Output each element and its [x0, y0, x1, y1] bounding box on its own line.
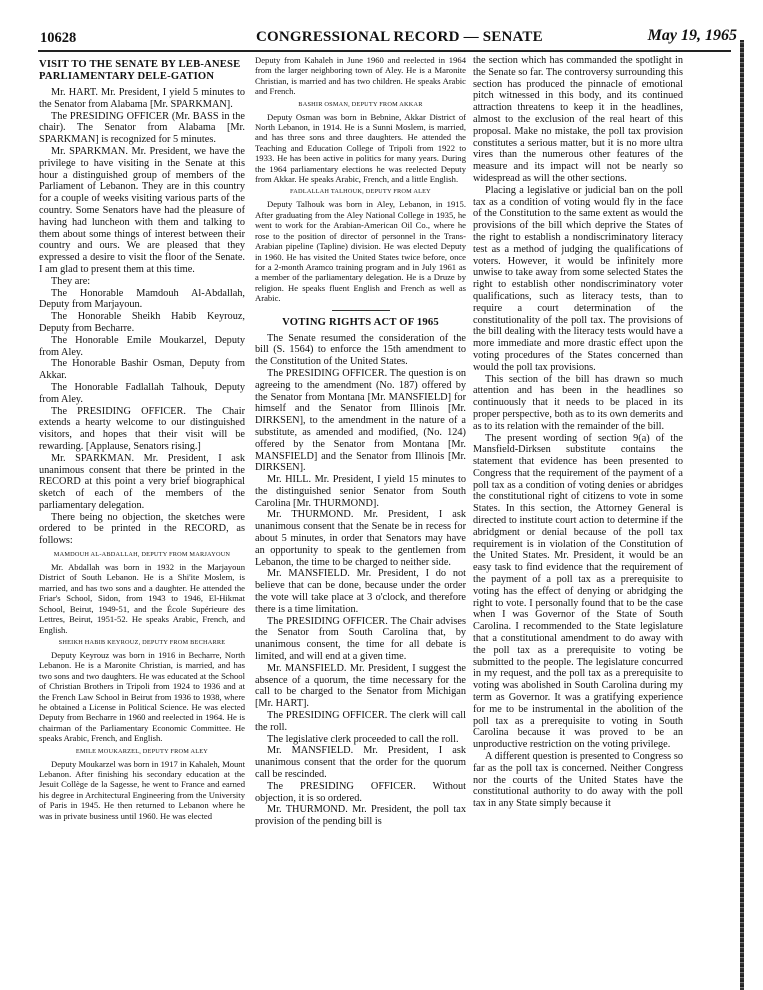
- page-date: May 19, 1965: [647, 27, 737, 44]
- paragraph: Mr. HART. Mr. President, I yield 5 minutes to the Senator from Alabama [Mr. SPARKMAN].: [39, 87, 245, 110]
- paragraph: Deputy Osman was born in Bebnine, Akkar District of North Lebanon, in 1914. He is a Sunni Moslem, is married, and has three sons and three daughters. He attended the Teaching and Education College of Tripoli from 1922 to 1933. He has been active in politics for many years. During the 1964 parliamentary elections he was reelected Deputy from Akkar. He speaks Arabic, French, and a little English.: [255, 111, 466, 185]
- paragraph: Mr. SPARKMAN. Mr. President, I ask unanimous consent that there be printed in the RECORD at this point a very brief biographical sketch of each of the members of the parliamentary delegation.: [39, 452, 245, 511]
- subheading: BASHIR OSMAN, DEPUTY FROM AKKAR: [298, 100, 423, 108]
- paragraph: The PRESIDING OFFICER. Without objection, it is so ordered.: [255, 780, 466, 804]
- page-header: [30, 20, 735, 50]
- paragraph: The Senate resumed the consideration of the bill (S. 1564) to enforce the 15th amendment to the Constitution of the United States.: [255, 332, 466, 368]
- column-1: [39, 55, 245, 985]
- subheading: SHEIKH HABIB KEYROUZ, DEPUTY FROM BECHARRE: [58, 638, 226, 646]
- paragraph: Deputy Moukarzel was born in 1917 in Kahaleh, Mount Lebanon. After finishing his secondary education at the Jesuit Collège de la Sagesse, he went to France and earned his degree in Architectural Engineering from the University of Paris in 1945. He then returned to Lebanon where he was in private business until 1960. He was elected: [39, 758, 245, 821]
- paragraph: They are:: [51, 275, 91, 287]
- paragraph: Mr. MANSFIELD. Mr. President, I do not believe that can be done, because under the order the vote will take place at 3 o'clock, and therefore there is a time limitation.: [255, 568, 466, 615]
- paragraph: Mr. THURMOND. Mr. President, the poll tax provision of the pending bill is: [255, 804, 466, 828]
- subheading: MAMDOUH AL-ABDALLAH, DEPUTY FROM MARJAYOUN: [53, 551, 231, 559]
- column-2: [255, 55, 466, 985]
- paragraph: Mr. SPARKMAN. Mr. President, we have the privilege to have visiting in the Senate at this hour a distinguished group of members of the Parliament of Lebanon. They are in this country for a couple of weeks visiting various parts of the country. Some Senators have had the pleasure of having had luncheon with them and talking to them about some things of interest between their country and ours. We are pleased that they expressed a desire to visit the floor of the Senate. I am glad to present them at this time.: [39, 145, 245, 275]
- paragraph: Mr. HILL. Mr. President, I yield 15 minutes to the distinguished senior Senator from South Carolina [Mr. THURMOND].: [255, 474, 466, 509]
- paragraph: Mr. Abdallah was born in 1932 in the Marjayoun District of South Lebanon. He is a Shi'ite Moslem, is married, and has two sons and a daughter. He attended the Friar's School, Sidon, from 1943 to 1946, El-Hikmat School, Beirut, 1949-51, and the École Supérieure des Lettres, Beirut, 1951-52. He speaks Arabic, French, and English.: [39, 562, 245, 635]
- paragraph: Placing a legislative or judicial ban on the poll tax as a condition of voting would fly in the face of the Constitution to the same extent as would the provisions of the bill which deprive the States of the right to establish a nondiscriminatory literacy test as a method of judging the qualifications of voters. However, it would be infinitely more unwise to take away from some selected States the right to establish other nondiscriminatory voter qualifications, such as literacy tests, than to require a court determination of the constitutionality of the poll tax. The provisions of the bill dealing with the literacy tests would have a more immediate and more drastic effect upon the voting procedures of the States concerned than would the poll tax provisions.: [473, 184, 683, 373]
- subheading: EMILE MOUKARZEL, DEPUTY FROM ALEY: [75, 747, 209, 755]
- paragraph: The Honorable Bashir Osman, Deputy from Akkar.: [39, 358, 245, 382]
- paragraph: Deputy Talhouk was born in Aley, Lebanon, in 1915. After graduating from the Aley National College in 1935, he went to work for the Arabian-American Oil Co., where he rose to the position of director of personnel in the Trans-Arabian pipeline (Tapline) division. He was elected Deputy in 1960. He has visited the United States twice before, once for a 2-month Aramco training program and in July 1961 as a member of the parliamentary delegation. He is a Druze by religion. He speaks fluent English and French as well as Arabic.: [255, 199, 466, 304]
- paragraph: The Honorable Mamdouh Al-Abdallah, Deputy from Marjayoun.: [39, 287, 245, 311]
- paragraph: The present wording of section 9(a) of the Mansfield-Dirksen substitute contains the statement that evidence has been presented to Congress that the requirement of the payment of a poll tax as a condition of voting denies or abridges the constitutional right of citizens to vote in some States. In this section, the Attorney General is directed to institute court action to determine if the abridgment or denial because of the poll tax requirement is in violation of the Constitution of the United States. Mr. President, it would be an easy task to find evidence that the requirement of the payment of a poll tax as a prerequisite to voting has the effect of denying or abridging the right to vote. I personally found that to be the case when I was Governor of the State of South Carolina. I recommended to the State legislature that a constitutional amendment to do away with the poll tax as a prerequisite to voting be submitted to the people. The legislature concurred in my request, and the poll tax as a prerequisite to voting was abolished in South Carolina during my term as Governor. It was a gratifying experience for me to be instrumental in the abolition of the poll tax as a prerequisite to voting in South Carolina because it was proved to be an unproductive restriction on the voting privilege.: [473, 432, 683, 751]
- paragraph: The PRESIDING OFFICER. The Chair extends a hearty welcome to our distinguished visitors, and hopes that their visit will be rewarding. [Applause, Senators rising.]: [39, 405, 245, 452]
- paragraph: The Honorable Fadlallah Talhouk, Deputy from Aley.: [39, 381, 245, 405]
- paragraph: The PRESIDING OFFICER. The question is on agreeing to the amendment (No. 187) offered by the Senator from Montana [Mr. MANSFIELD] for himself and the Senator from Illinois [Mr. DIRKSEN], to the amendment in the nature of a substitute, as amended and modified, (No. 124) offered by the Senator from Montana [Mr. MANSFIELD] and the Senator from Illinois [Mr. DIRKSEN].: [255, 367, 466, 474]
- paragraph: There being no objection, the sketches were ordered to be printed in the RECORD, as follows:: [39, 511, 245, 547]
- paragraph: The PRESIDING OFFICER. The Chair advises the Senator from South Carolina that, by unanimous consent, the time for all debate is limited, and will end at a given time.: [255, 615, 466, 663]
- paragraph: The PRESIDING OFFICER. The clerk will call the roll.: [255, 710, 466, 733]
- page-number: 10628: [40, 30, 77, 46]
- paragraph: The Honorable Emile Moukarzel, Deputy from Aley.: [39, 334, 245, 358]
- paragraph: the section which has commanded the spotlight in the Senate so far. The controversy surrounding this section has produced the pinnacle of emotional pitch witnessed in this body, and its continued attraction threatens to keep it in the headlines, almost to the exclusion of the real heart of this proposal. Make no mistake, the poll tax provision constitutes a serious matter, but it is no more ultra vires than the numerous other features of the measure and its impact will not be nearly so widespread as will the other sections.: [473, 55, 683, 184]
- paragraph: The PRESIDING OFFICER (Mr. BASS in the chair). The Senator from Alabama [Mr. SPARKMAN] is recognized for 5 minutes.: [39, 110, 245, 146]
- paragraph: The legislative clerk proceeded to call the roll.: [267, 733, 459, 745]
- paragraph: Mr. MANSFIELD. Mr. President, I ask unanimous consent that the order for the quorum call be rescinded.: [255, 745, 466, 781]
- section-heading: VISIT TO THE SENATE BY LEB-ANESE PARLIAMENTARY DELE-GATION: [39, 59, 241, 82]
- paragraph: Mr. THURMOND. Mr. President, I ask unanimous consent that the Senate be in recess for about 5 minutes, in order that Senators may have an opportunity to speak to the gentlemen from Lebanon, the time to be charged to neither side.: [255, 509, 466, 568]
- paragraph: A different question is presented to Congress so far as the poll tax is concerned. Neither Congress nor the courts of the United States have the constitutional authority to do away with the poll tax in any State simply because it: [473, 751, 683, 810]
- page-edge-binding: [740, 40, 744, 990]
- subheading: FADLALLAH TALHOUK, DEPUTY FROM ALEY: [290, 188, 431, 196]
- page-title: CONGRESSIONAL RECORD — SENATE: [256, 29, 543, 45]
- paragraph: Deputy from Kahaleh in June 1960 and reelected in 1964 from the larger neighboring town of Aley. He is a Maronite Christian, is married and has two children. He speaks Arabic and French.: [255, 55, 466, 97]
- header-rule: [38, 50, 731, 52]
- paragraph: Deputy Keyrouz was born in 1916 in Becharre, North Lebanon. He is a Maronite Christian, is married, and has two sons and two daughters. He was educated at the School of Christian Brothers in Tripoli from 1924 to 1936 and at the French Law School in Beirut from 1936 to 1938, where he obtained a License in Political Science. He was elected Deputy from Becharre in 1960 and reelected in 1964. He is chairman of the Parliamentary Economic Committee. He speaks Arabic, French, and English.: [39, 649, 245, 744]
- paragraph: This section of the bill has drawn so much attention and has been in the headlines so continuously that it needs to be placed in its proper perspective, both as to its own demerits and as to its relation with the remainder of the bill.: [473, 373, 683, 432]
- paragraph: Mr. MANSFIELD. Mr. President, I suggest the absence of a quorum, the time necessary for the call to be charged to the Senator from Michigan [Mr. HART].: [255, 662, 466, 710]
- section-heading: VOTING RIGHTS ACT OF 1965: [282, 316, 439, 328]
- column-3: [473, 55, 683, 985]
- paragraph: The Honorable Sheikh Habib Keyrouz, Deputy from Becharre.: [39, 311, 245, 334]
- divider-rule: [332, 310, 390, 311]
